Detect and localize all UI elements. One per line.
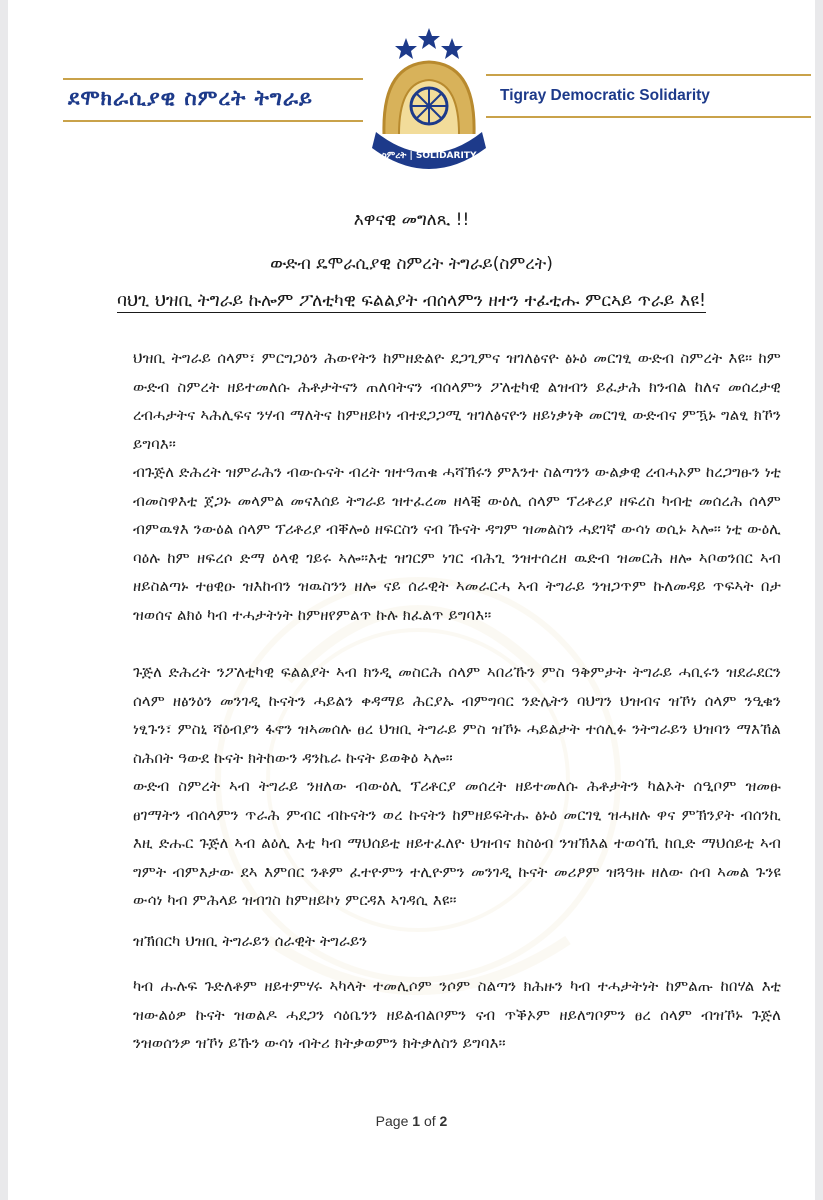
page-of: of — [423, 1113, 436, 1129]
paragraph: ብጉጅለ ድሕረት ዝምራሕን ብውሱናት ብረት ዝተዓጠቁ ሓሻኽሩን ምእንተ ስልጣንን ውልቃዊ ረብሓኦም ከረጋግፁን ነቲ ብመስዋእቲ ጀጋኑ መላምል መናእሰይ ትግራይ ዝተፈረመ ዘላቒ ውዕሊ ሰላም ፕሪቶሪያ ዘፍረስ ካብቲ መሰረሕ ሰላም ብምዉፃእ ንውዕል ሰላም ፕሪቶሪያ ብቐሎዕ ዘፍርስን ናብ ኹናት ዳግም ዝመልስን ሓደገኛ ውሳነ ወሲኑ ኣሎ። ነቲ ውዕሊ ባዕሉ ከም ዘፍረሶ ድማ ዕላዊ ገይሩ ኣሎ።እቲ ዝገርም ነገር ብሕጊ ንዝተሰረዘ ዉድብ ዝመርሕ ዘሎ ኣቦወንበር ኣብ ዘይስልጣኑ ተፀዊዑ ዝእከብን ዝዉስንን ዘሎ ናይ ሰራዊት ኣመራርሓ ኣብ ትግራይ ንዝጋጥም ኩለመዳይ ጥፍኣት በታ ዝወሰና ልክዕ ካብ ተሓታትነት ከምዘየምልጥ ኩሉ ክፈልጥ ይግባእ። — [133, 463, 781, 624]
statement-headline — [8, 291, 815, 311]
header-rule-left-top — [63, 78, 363, 80]
paragraph: ውድብ ስምረት ኣብ ትግራይ ንዘለው ብውዕሊ ፕሪቶርያ መሰረት ዘይተመለሱ ሕቶታትን ካልኦት ሰዒቦም ዝመፁ ፀገማትን ብሰላምን ጥራሕ ምብር ብኩናትን ወረ ኩናትን ከምዘይፍትሑ ፅኑዕ መርገፂ ዝሓዘሉ ዋና ምኽንያት ብሰንኪ እዚ ድሑር ጉጅለ ኣብ ልዕሊ እቲ ካብ ማህሰይቲ ዘይተፈለዮ ህዝብና ክስዕብ ንዝኽእል ተወሳኺ ከቢድ ማህሰይቲ ኣብ ግምት ብምእታው ደኣ እምበር ንቶም ፈተዮምን ተሊዮምን መንገዲ ኩናት መሪፆም ዝጓዓዙ ዘለው ሰብ ኣመል ጉንዩ ውሳነ ካብ ምሕላይ ዝብገስ ከምዘይኮነ ምርዳእ ኣገዳሲ እዩ። — [133, 777, 781, 909]
statement-headline-text: ባህጊ ህዝቢ ትግራይ ኩሎም ፖለቲካዊ ፍልልያት ብሰላምን ዘተን ተፈቲሑ ምርኣይ ጥራይ እዩ! — [116, 291, 707, 311]
page-total: 2 — [439, 1113, 448, 1129]
page-word: Page — [375, 1113, 409, 1129]
statement-type-title: እዋናዊ መግለጺ !! — [353, 210, 470, 230]
paragraph: ህዝቢ ትግራይ ሰላም፣ ምርግጋዕን ሕውየትን ከምዘድልዮ ደጋጊምና ዝገለፅናዮ ፅኑዕ መርገፂ ውድብ ስምረት እዩ። ከም ውድብ ስምረት ዘይተመለሱ ሕቶታትናን ጠለባትናን ብሰላምን ፖለቲካዊ ልዝብን ይፈታሕ ክንብል ከለና መሰረታዊ ረብሓታትና ኣሕሊፍና ንሃብ ማለትና ከምዘይኮነ ብተደጋጋሚ ዝገለፅናዮን ዘይነቃነቅ መርገፂ ውድብና ምዃኑ ግልፂ ክኾን ይግባእ። — [133, 349, 781, 453]
logo-banner-text: ስምረት | SOLIDARITY — [381, 151, 477, 161]
section-heading: ዝኽበርካ ህዝቢ ትግራይን ሰራዊት ትግራይን — [133, 932, 368, 950]
star-icon — [418, 28, 440, 49]
header-rule-left-bottom — [63, 120, 363, 122]
header-rule-right-top — [486, 74, 811, 76]
star-icon — [441, 38, 463, 59]
header-rule-right-bottom — [486, 116, 811, 118]
document-page — [8, 0, 815, 1200]
solidarity-logo — [354, 24, 504, 184]
star-icon — [395, 38, 417, 59]
org-name-english: Tigray Democratic Solidarity — [500, 87, 710, 104]
org-name-amharic: ደሞክራሲያዊ ስምረት ትግራይ — [68, 86, 313, 110]
page-current: 1 — [412, 1113, 421, 1129]
paragraph: ጉጅለ ድሕረት ንፖለቲካዊ ፍልልያት ኣብ ክንዲ መስርሕ ሰላም ኣበሪኹን ምስ ዓቅምታት ትግራይ ሓቢሩን ዝደራደርን ሰላም ዘፅንዕን መንገዲ ኩናትን ሓይልን ቀዳማይ ሕርያኡ ብምግባር ንድሌትን ባህግን ህዝብና ዝኾነ ሰላም ንዒቁን ነፂጉን፣ ምስኒ ሻዕብያን ፋኖን ዝኣመሰሉ ፀረ ህዝቢ ትግራይ ምስ ዝኾኑ ሓይልታት ተሰሊፉ ንትግራይን ህዝባን ማእኸል ስሕበት ዓውደ ኩናት ክትከውን ዳንኬራ ኩናት ይወቅዕ ኣሎ። — [133, 663, 781, 767]
organization-title: ውድብ ዴሞራሲያዊ ስምረት ትግራይ(ስምረት) — [270, 254, 553, 274]
page-number — [8, 1113, 815, 1129]
paragraph: ካብ ሑሉፍ ጉድለቶም ዘይተምሃሩ ኣካላት ተመሊሶም ንሶም ስልጣን ክሕዙን ካብ ተሓታትነት ከምልጡ ከበሃል እቲ ዝውልዕዎ ኩናት ዝወልዶ ሓደጋን ሳዕቤንን ዘይልብልቦምን ናብ ጥቕኦም ዘይለግቦምን ፀረ ሰላም ብዝኾኑ ጉጅለ ንዝወሰንዎ ዝኾነ ይኹን ውሳነ ብትሪ ክትቃወምን ክትቃለስን ይግባእ። — [133, 977, 781, 1052]
